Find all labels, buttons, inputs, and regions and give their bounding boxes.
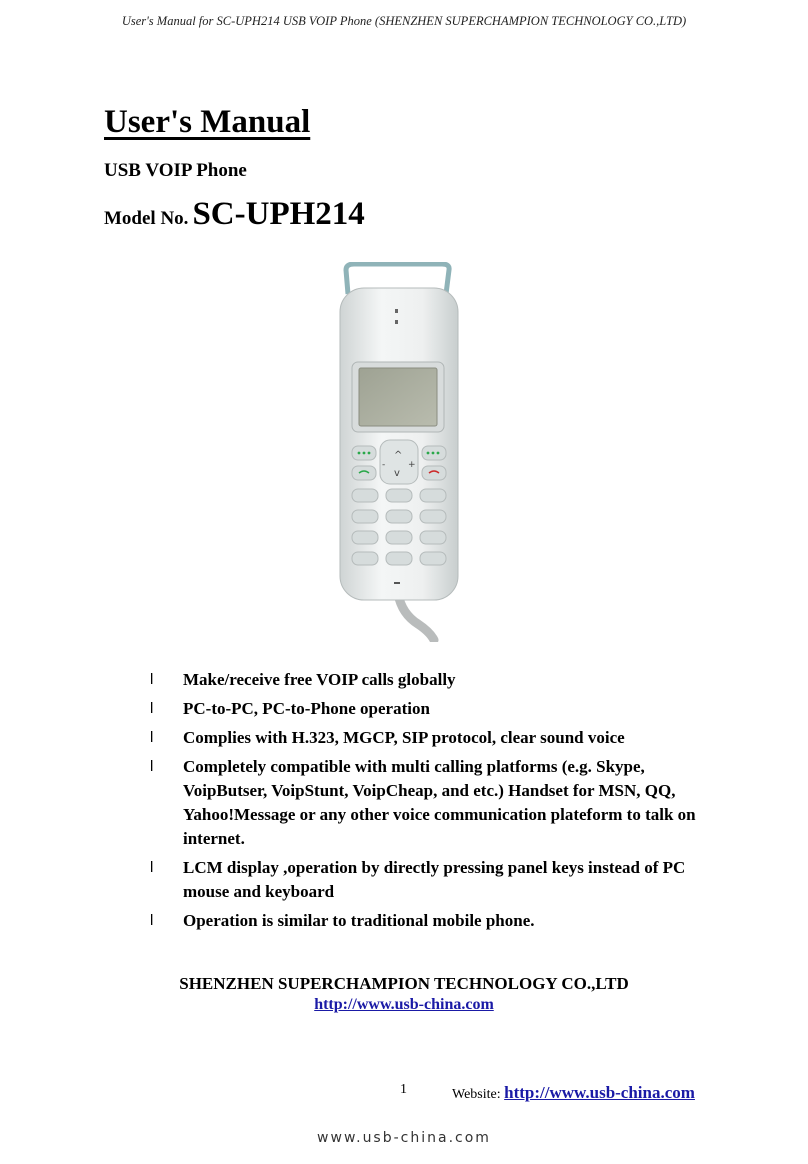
feature-text: Operation is similar to traditional mobile phone. xyxy=(183,911,535,930)
feature-text: PC-to-PC, PC-to-Phone operation xyxy=(183,699,430,718)
bullet-mark: l xyxy=(150,758,154,775)
page-header: User's Manual for SC-UPH214 USB VOIP Phone (SHENZHEN SUPERCHAMPION TECHNOLOGY CO.,LTD) xyxy=(121,14,687,28)
model-value: SC-UPH214 xyxy=(192,196,365,232)
feature-list xyxy=(150,668,720,938)
bullet-mark: l xyxy=(150,859,154,876)
bullet-mark: l xyxy=(150,671,154,688)
feature-text: LCM display ,operation by directly pressing panel keys instead of PC mouse and keyboard xyxy=(183,858,686,901)
svg-text:+: + xyxy=(408,460,416,470)
model-label: Model No. xyxy=(104,208,189,229)
feature-item xyxy=(150,726,720,750)
bullet-mark: l xyxy=(150,700,154,717)
svg-text:^: ^ xyxy=(394,450,403,461)
feature-item xyxy=(150,697,720,721)
feature-text: Complies with H.323, MGCP, SIP protocol, clear sound voice xyxy=(183,728,625,747)
website-label: Website: xyxy=(452,1087,501,1102)
company-url-link[interactable]: http://www.usb-china.com xyxy=(314,996,494,1013)
bullet-mark: l xyxy=(150,912,154,929)
company-url-line xyxy=(0,996,808,1014)
svg-text:v: v xyxy=(394,468,400,479)
footer-watermark: www.usb-china.com xyxy=(317,1130,491,1146)
feature-item xyxy=(150,668,720,692)
svg-text:-: - xyxy=(382,460,386,470)
feature-item xyxy=(150,856,720,904)
company-name: SHENZHEN SUPERCHAMPION TECHNOLOGY CO.,LTD xyxy=(179,974,629,993)
feature-text: Make/receive free VOIP calls globally xyxy=(183,670,456,689)
model-number xyxy=(104,196,365,233)
page-number: 1 xyxy=(400,1082,407,1097)
document-title: User's Manual xyxy=(104,104,311,140)
phone-image xyxy=(318,262,478,642)
bullet-mark: l xyxy=(150,729,154,746)
feature-item xyxy=(150,755,720,851)
feature-item xyxy=(150,909,720,933)
feature-text: Completely compatible with multi calling platforms (e.g. Skype, VoipButser, VoipStunt, VoipCheap, and etc.) Handset for MSN, QQ, Yahoo!Message or any other voice communication plateform to talk on internet. xyxy=(183,757,696,848)
product-subtitle: USB VOIP Phone xyxy=(104,160,247,181)
website-line xyxy=(452,1083,695,1103)
website-link[interactable]: http://www.usb-china.com xyxy=(504,1083,695,1102)
